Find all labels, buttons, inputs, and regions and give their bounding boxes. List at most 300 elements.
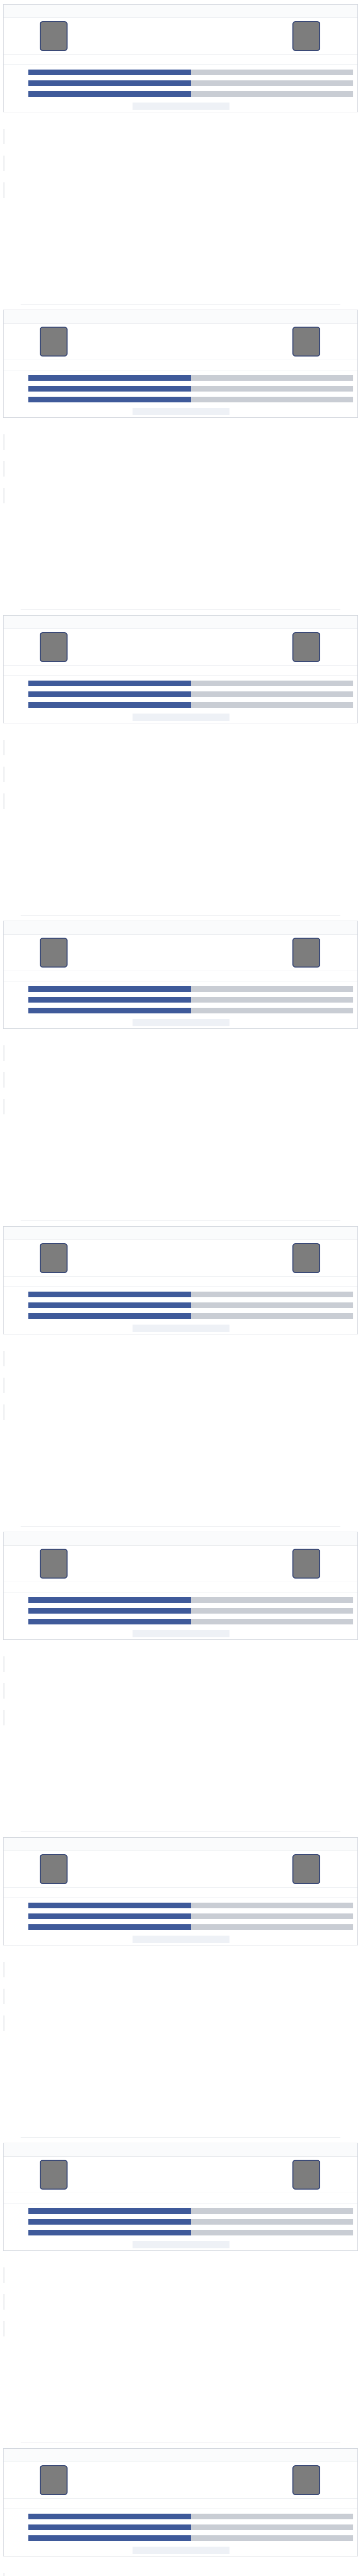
home-crest-icon <box>40 1243 68 1273</box>
match-card <box>3 1532 358 1640</box>
analysis-text <box>3 1710 358 1725</box>
away-stat-bar <box>191 70 353 75</box>
stat-row <box>4 985 357 993</box>
analysis-block <box>3 1369 358 1393</box>
home-team-name <box>76 640 133 652</box>
analysis-section <box>3 2562 358 2576</box>
stat-bar-track <box>28 681 353 686</box>
away-crest-icon <box>292 327 320 357</box>
prediction-box <box>3 2036 358 2065</box>
home-crest-icon <box>40 938 68 968</box>
prediction-title <box>3 814 358 821</box>
match-card <box>3 921 358 1029</box>
stat-bar-track <box>28 1608 353 1614</box>
season-record-row <box>4 2498 357 2509</box>
prediction-title <box>3 1425 358 1432</box>
stat-label <box>8 1313 25 1319</box>
teams-row <box>4 2462 357 2498</box>
recent-form-label <box>133 1936 229 1943</box>
prediction-pick <box>3 1745 358 1752</box>
versus-label <box>169 1557 194 1568</box>
league-label <box>9 1841 55 1848</box>
away-stat-bar <box>191 1008 353 1013</box>
season-record-row <box>4 665 357 675</box>
home-stat-bar <box>28 1302 191 1308</box>
away-team-name <box>225 1862 282 1874</box>
stat-bar-track <box>28 2535 353 2541</box>
stat-bar-track <box>28 2208 353 2214</box>
prediction-pick <box>3 2356 358 2363</box>
match-block <box>0 1528 361 1833</box>
analysis-block <box>3 2313 358 2336</box>
league-label <box>9 2452 55 2459</box>
stat-label <box>8 2513 25 2520</box>
away-record <box>194 2501 339 2507</box>
home-team-name <box>76 1557 133 1568</box>
analysis-title <box>3 1369 358 1377</box>
recent-form-label <box>133 2241 229 2248</box>
home-crest-icon <box>40 632 68 662</box>
prediction-pick <box>3 1141 358 1148</box>
analysis-title <box>3 1980 358 1988</box>
stat-row <box>4 701 357 709</box>
stat-label <box>8 1597 25 1603</box>
away-stat-bar <box>191 691 353 697</box>
stat-label <box>8 91 25 97</box>
match-header <box>4 1838 357 1851</box>
analysis-title <box>3 2007 358 2014</box>
analysis-title <box>3 480 358 487</box>
analysis-block <box>3 1648 358 1672</box>
away-stat-bar <box>191 397 353 402</box>
analysis-text <box>3 2294 358 2310</box>
versus-label <box>169 1862 194 1874</box>
match-card <box>3 2143 358 2251</box>
stat-bar-track <box>28 2514 353 2519</box>
stat-comparison <box>4 1286 357 1323</box>
stat-label <box>8 680 25 687</box>
analysis-text <box>3 1378 358 1393</box>
analysis-section <box>3 728 358 911</box>
analysis-text <box>3 767 358 782</box>
season-record-row <box>4 1276 357 1286</box>
away-stat-bar <box>191 1292 353 1297</box>
analysis-section <box>3 423 358 606</box>
season-record-row <box>4 360 357 370</box>
away-crest-icon <box>292 2465 320 2495</box>
analysis-block <box>3 480 358 503</box>
home-crest-icon <box>40 327 68 357</box>
away-team-name <box>225 2473 282 2485</box>
stat-comparison <box>4 2203 357 2239</box>
teams-row <box>4 1546 357 1582</box>
away-team-name <box>225 335 282 346</box>
analysis-title <box>3 1648 358 1655</box>
home-stat-bar <box>28 1924 191 1930</box>
analysis-block <box>3 1980 358 2004</box>
away-team-name <box>225 1557 282 1568</box>
analysis-text <box>3 1045 358 1061</box>
stat-row <box>4 2523 357 2532</box>
analysis-text <box>3 1656 358 1672</box>
analysis-text <box>3 434 358 450</box>
away-stat-bar <box>191 997 353 1003</box>
stat-comparison <box>4 981 357 1017</box>
analysis-block <box>3 1091 358 1114</box>
stat-row <box>4 1606 357 1615</box>
analysis-block <box>3 2259 358 2283</box>
home-record <box>24 2501 169 2507</box>
stat-label <box>8 2229 25 2236</box>
stat-row <box>4 1901 357 1910</box>
prediction-title <box>3 1120 358 1127</box>
home-record <box>24 668 169 674</box>
home-team-name <box>76 2168 133 2179</box>
prediction-box <box>3 1731 358 1759</box>
match-divider <box>21 1526 340 1527</box>
home-stat-bar <box>28 91 191 97</box>
away-crest-icon <box>292 1854 320 1884</box>
home-stat-bar <box>28 375 191 381</box>
stat-bar-track <box>28 2524 353 2530</box>
home-crest-icon <box>40 2160 68 2190</box>
analysis-block <box>3 1954 358 1977</box>
stat-label <box>8 2218 25 2225</box>
prediction-pick <box>3 1134 358 1141</box>
stat-label <box>8 69 25 76</box>
analysis-title <box>3 121 358 128</box>
home-crest-icon <box>40 1854 68 1884</box>
stat-label <box>8 1902 25 1909</box>
analysis-text <box>3 461 358 477</box>
stat-row <box>4 2207 357 2215</box>
stat-bar-track <box>28 1597 353 1603</box>
stat-comparison <box>4 2509 357 2545</box>
away-record <box>194 668 339 674</box>
analysis-block <box>3 732 358 755</box>
analysis-block <box>3 785 358 809</box>
prediction-pick <box>3 821 358 828</box>
stat-label <box>8 2535 25 2541</box>
away-record <box>194 973 339 979</box>
analysis-title <box>3 174 358 181</box>
stat-bar-track <box>28 375 353 381</box>
analysis-title <box>3 147 358 155</box>
analysis-block <box>3 121 358 144</box>
analysis-text <box>3 1351 358 1366</box>
home-stat-bar <box>28 1619 191 1624</box>
kickoff-time <box>127 925 241 931</box>
analysis-title <box>3 1702 358 1709</box>
recent-form-label <box>133 1019 229 1026</box>
analysis-text <box>3 129 358 144</box>
stat-bar-track <box>28 1302 353 1308</box>
home-record <box>24 1279 169 1285</box>
stat-label <box>8 2524 25 2531</box>
stat-row <box>4 995 357 1004</box>
prediction-box <box>3 509 358 537</box>
analysis-title <box>3 758 358 766</box>
prediction-pick <box>3 2043 358 2050</box>
stat-row <box>4 384 357 393</box>
away-stat-bar <box>191 1608 353 1614</box>
analysis-text <box>3 488 358 503</box>
stat-row <box>4 68 357 77</box>
stat-row <box>4 1301 357 1310</box>
stat-label <box>8 1607 25 1614</box>
match-block <box>0 2139 361 2444</box>
away-crest-icon <box>292 1243 320 1273</box>
match-divider <box>21 609 340 610</box>
stat-row <box>4 1290 357 1299</box>
kickoff-time <box>127 314 241 320</box>
league-label <box>9 2147 55 2153</box>
stat-bar-track <box>28 1924 353 1930</box>
prediction-box <box>3 1425 358 1454</box>
recent-form-label <box>133 714 229 721</box>
teams-row <box>4 1851 357 1887</box>
stat-row <box>4 1006 357 1015</box>
stat-row <box>4 2228 357 2237</box>
stat-comparison <box>4 675 357 711</box>
analysis-text <box>3 182 358 198</box>
home-stat-bar <box>28 2514 191 2519</box>
stat-row <box>4 395 357 404</box>
analysis-block <box>3 1037 358 1061</box>
stat-bar-track <box>28 986 353 992</box>
analysis-block <box>3 147 358 171</box>
stat-label <box>8 385 25 392</box>
match-card <box>3 310 358 418</box>
away-crest-icon <box>292 21 320 51</box>
analysis-block <box>3 174 358 198</box>
stat-bar-track <box>28 2230 353 2235</box>
match-block <box>0 306 361 611</box>
away-stat-bar <box>191 1597 353 1603</box>
home-stat-bar <box>28 997 191 1003</box>
analysis-block <box>3 2286 358 2310</box>
teams-row <box>4 18 357 54</box>
prediction-pick <box>3 217 358 225</box>
teams-row <box>4 629 357 665</box>
analysis-block <box>3 1396 358 1420</box>
teams-row <box>4 2157 357 2193</box>
home-team-name <box>76 1862 133 1874</box>
away-stat-bar <box>191 1903 353 1908</box>
league-label <box>9 8 55 14</box>
stat-comparison <box>4 64 357 100</box>
away-stat-bar <box>191 2524 353 2530</box>
prediction-title <box>3 2036 358 2043</box>
away-record <box>194 1584 339 1590</box>
home-record <box>24 973 169 979</box>
match-divider <box>21 2137 340 2138</box>
match-block <box>0 2444 361 2576</box>
kickoff-time <box>127 2452 241 2459</box>
analysis-text <box>3 1072 358 1088</box>
season-record-row <box>4 1887 357 1897</box>
home-crest-icon <box>40 2465 68 2495</box>
stat-bar-track <box>28 397 353 402</box>
away-crest-icon <box>292 2160 320 2190</box>
stat-label <box>8 1302 25 1309</box>
analysis-title <box>3 1675 358 1682</box>
analysis-block <box>3 1343 358 1366</box>
match-card <box>3 615 358 723</box>
home-stat-bar <box>28 80 191 86</box>
analysis-title <box>3 2565 358 2572</box>
away-crest-icon <box>292 1549 320 1579</box>
stat-row <box>4 374 357 382</box>
prediction-box <box>3 203 358 232</box>
stat-row <box>4 679 357 688</box>
home-stat-bar <box>28 1913 191 1919</box>
away-stat-bar <box>191 91 353 97</box>
analysis-text <box>3 1962 358 1977</box>
analysis-block <box>3 758 358 782</box>
analysis-text <box>3 1099 358 1114</box>
away-stat-bar <box>191 681 353 686</box>
prediction-pick <box>3 1447 358 1454</box>
match-header <box>4 616 357 629</box>
home-stat-bar <box>28 2208 191 2214</box>
away-record <box>194 1279 339 1285</box>
match-header <box>4 2143 357 2157</box>
prediction-pick <box>3 1432 358 1439</box>
away-stat-bar <box>191 80 353 86</box>
stat-bar-track <box>28 70 353 75</box>
stat-row <box>4 1923 357 1931</box>
league-label <box>9 314 55 320</box>
stat-row <box>4 1617 357 1626</box>
prediction-pick <box>3 828 358 836</box>
versus-label <box>169 2168 194 2179</box>
stat-bar-track <box>28 91 353 97</box>
home-stat-bar <box>28 1292 191 1297</box>
prediction-pick <box>3 523 358 530</box>
recent-form-label <box>133 103 229 110</box>
kickoff-time <box>127 8 241 14</box>
season-record-row <box>4 2193 357 2203</box>
away-stat-bar <box>191 1913 353 1919</box>
away-record <box>194 57 339 63</box>
away-team-name <box>225 29 282 41</box>
home-stat-bar <box>28 986 191 992</box>
prediction-pick <box>3 2349 358 2356</box>
match-block <box>0 611 361 917</box>
analysis-title <box>3 1064 358 1071</box>
home-team-name <box>76 1251 133 1263</box>
stat-row <box>4 2534 357 2543</box>
analysis-block <box>3 426 358 450</box>
stat-bar-track <box>28 1008 353 1013</box>
analysis-text <box>3 1989 358 2004</box>
home-stat-bar <box>28 386 191 392</box>
prediction-pick <box>3 2363 358 2370</box>
analysis-section <box>3 1645 358 1828</box>
season-record-row <box>4 54 357 64</box>
home-stat-bar <box>28 691 191 697</box>
match-header <box>4 1227 357 1240</box>
away-stat-bar <box>191 1924 353 1930</box>
stat-bar-track <box>28 1292 353 1297</box>
analysis-title <box>3 1343 358 1350</box>
home-team-name <box>76 29 133 41</box>
away-stat-bar <box>191 2219 353 2225</box>
analysis-section <box>3 1340 358 1522</box>
stat-row <box>4 2512 357 2521</box>
stat-label <box>8 986 25 992</box>
versus-label <box>169 2473 194 2485</box>
stat-bar-track <box>28 691 353 697</box>
home-stat-bar <box>28 2230 191 2235</box>
away-team-name <box>225 2168 282 2179</box>
home-stat-bar <box>28 2219 191 2225</box>
stat-label <box>8 1924 25 1930</box>
match-divider <box>21 915 340 916</box>
stat-row <box>4 79 357 88</box>
home-record <box>24 1584 169 1590</box>
analysis-section <box>3 1951 358 2133</box>
stat-row <box>4 690 357 699</box>
away-crest-icon <box>292 938 320 968</box>
league-label <box>9 619 55 625</box>
versus-label <box>169 1251 194 1263</box>
analysis-block <box>3 453 358 477</box>
match-header <box>4 310 357 324</box>
away-record <box>194 362 339 368</box>
stat-bar-track <box>28 997 353 1003</box>
home-stat-bar <box>28 2535 191 2541</box>
away-stat-bar <box>191 2514 353 2519</box>
analysis-title <box>3 2259 358 2266</box>
kickoff-time <box>127 1230 241 1236</box>
away-record <box>194 1890 339 1896</box>
match-block <box>0 1833 361 2139</box>
stat-row <box>4 1312 357 1320</box>
recent-form-label <box>133 1325 229 1332</box>
analysis-block <box>3 1702 358 1725</box>
away-team-name <box>225 1251 282 1263</box>
stat-row <box>4 1912 357 1921</box>
stat-bar-track <box>28 1903 353 1908</box>
analysis-text <box>3 1404 358 1420</box>
match-header <box>4 921 357 935</box>
prediction-box <box>3 1120 358 1148</box>
home-team-name <box>76 335 133 346</box>
stat-bar-track <box>28 80 353 86</box>
league-label <box>9 1536 55 1542</box>
away-stat-bar <box>191 2535 353 2541</box>
home-team-name <box>76 946 133 957</box>
analysis-text <box>3 2267 358 2283</box>
kickoff-time <box>127 1841 241 1848</box>
away-stat-bar <box>191 2208 353 2214</box>
home-stat-bar <box>28 1313 191 1319</box>
versus-label <box>169 946 194 957</box>
stat-comparison <box>4 1592 357 1628</box>
prediction-pick <box>3 210 358 217</box>
stat-bar-track <box>28 1913 353 1919</box>
analysis-block <box>3 1675 358 1699</box>
away-stat-bar <box>191 386 353 392</box>
prediction-pick <box>3 530 358 537</box>
stat-bar-track <box>28 386 353 392</box>
stat-label <box>8 80 25 87</box>
stat-bar-track <box>28 1619 353 1624</box>
analysis-text <box>3 793 358 809</box>
home-stat-bar <box>28 1608 191 1614</box>
